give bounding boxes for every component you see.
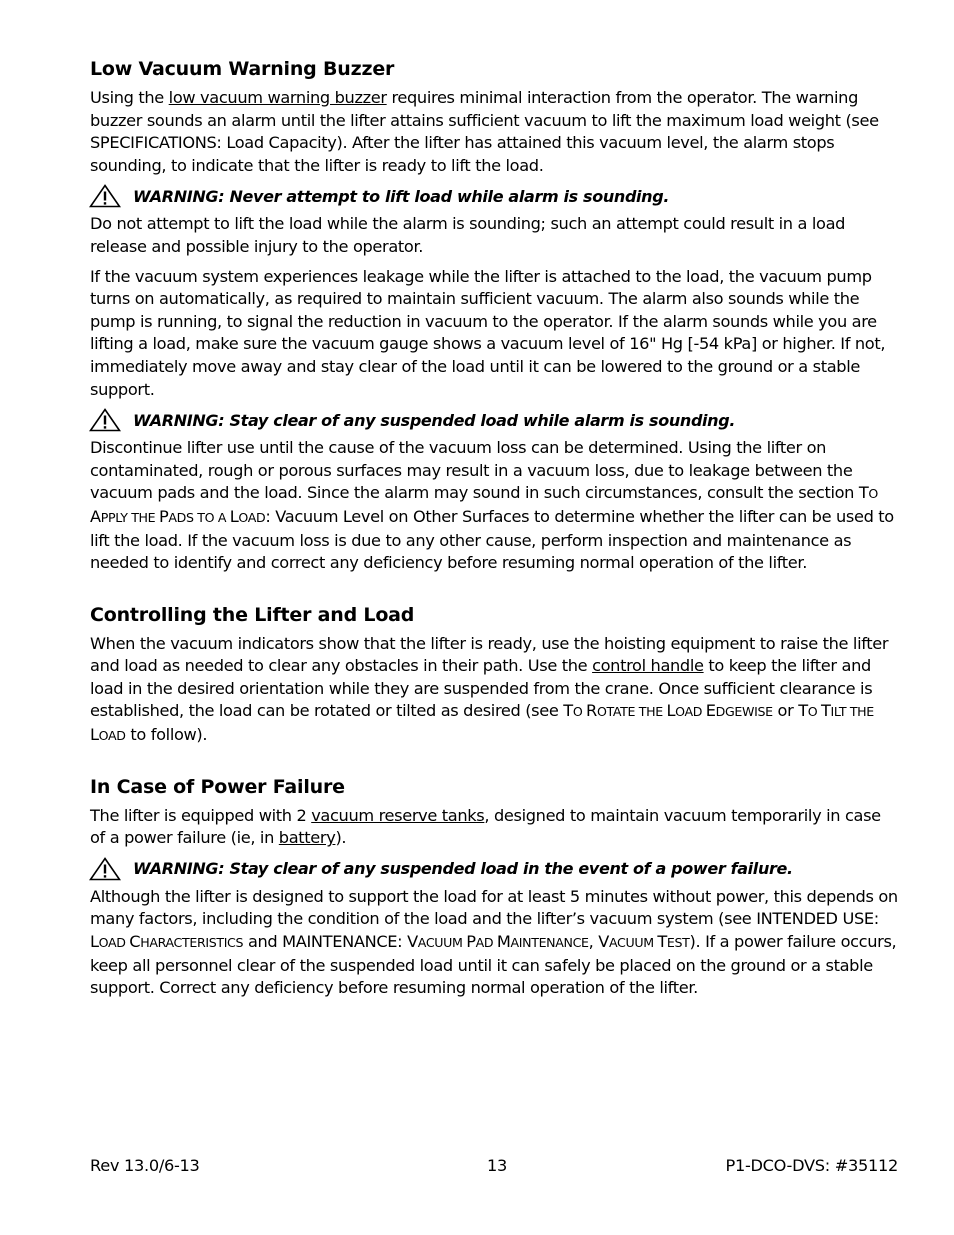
warning-triangle-icon xyxy=(89,857,121,881)
warning-callout xyxy=(90,184,900,208)
section-reference: TO ROTATE THE LOAD EDGEWISE xyxy=(563,701,773,721)
warning-triangle-icon xyxy=(89,184,121,208)
section-heading-power-failure: In Case of Power Failure xyxy=(90,775,345,798)
section-reference: LOAD CHARACTERISTICS xyxy=(90,932,244,952)
link-vacuum-reserve-tanks[interactable]: vacuum reserve tanks xyxy=(311,805,485,825)
page-number: 13 xyxy=(487,1156,507,1175)
warning-callout xyxy=(90,857,900,881)
paragraph: Although the lifter is designed to support the load for at least 5 minutes without power, this depends on many factors, including the condition of the load and the lifter’s vacuum system (see INTENDED USE: LOAD CHARACTERISTICS and MAINTENANCE: VACUUM PAD MAINTENANCE, VACUUM TEST). If a power failure occurs, keep all personnel clear of the suspended load until it can safely be placed on the ground or a stable support. Correct any deficiency before resuming normal operation of the lifter. xyxy=(90,886,898,998)
section-heading-controlling: Controlling the Lifter and Load xyxy=(90,603,415,626)
document-id: P1-DCO-DVS: #35112 xyxy=(725,1156,898,1175)
warning-triangle-icon xyxy=(89,408,121,432)
link-battery[interactable]: battery xyxy=(278,828,336,848)
warning-callout xyxy=(90,408,900,432)
section-reference: VACUUM PAD MAINTENANCE xyxy=(407,932,589,952)
link-control-handle[interactable]: control handle xyxy=(592,656,704,676)
page-footer xyxy=(90,1156,898,1180)
section-heading-low-vacuum: Low Vacuum Warning Buzzer xyxy=(90,58,395,80)
warning-text: WARNING: Stay clear of any suspended load in the event of a power failure. xyxy=(133,859,793,879)
revision-label: Rev 13.0/6-13 xyxy=(90,1156,200,1175)
paragraph: The lifter is equipped with 2 vacuum reserve tanks, designed to maintain vacuum temporarily in case of a power failure (ie, in battery). xyxy=(90,805,881,848)
warning-text: WARNING: Stay clear of any suspended load while alarm is sounding. xyxy=(133,410,736,430)
section-reference: TO APPLY THE PADS TO A LOAD xyxy=(90,483,878,526)
section-reference: TO TILT THE LOAD xyxy=(90,701,874,745)
paragraph: If the vacuum system experiences leakage while the lifter is attached to the load, the vacuum pump turns on automatically, as required to maintain sufficient vacuum. The alarm also sounds while the pump is running, to signal the reduction in vacuum to the operator. If the alarm sounds while you are lifting a load, make sure the vacuum gauge shows a vacuum level of 16" Hg [-54 kPa] or higher. If not, immediately move away and stay clear of the load until it can be lowered to the ground or a stable support. xyxy=(90,266,886,399)
link-low-vacuum-warning-buzzer[interactable]: low vacuum warning buzzer xyxy=(168,88,387,107)
paragraph: Discontinue lifter use until the cause of the vacuum loss can be determined. Using the lifter on contaminated, rough or porous surfaces may result in a vacuum loss, due to leakage between the vacuum pads and the load. Since the alarm may sound in such circumstances, consult the section TO APPLY THE PADS TO A LOAD: Vacuum Level on Other Surfaces to determine whether the lifter can be used to lift the load. If the vacuum loss is due to any other cause, perform inspection and maintenance as needed to identify and correct any deficiency before resuming normal operation of the lifter. xyxy=(90,438,894,573)
paragraph: Do not attempt to lift the load while the alarm is sounding; such an attempt could result in a load release and possible injury to the operator. xyxy=(90,214,846,256)
paragraph: When the vacuum indicators show that the lifter is ready, use the hoisting equipment to raise the lifter and load as needed to clear any obstacles in their path. Use the control handle to keep the lifter and load in the desired orientation while they are suspended from the crane. Once sufficient clearance is established, the load can be rotated or tilted as desired (see TO ROTATE THE LOAD EDGEWISE or TO TILT THE LOAD to follow). xyxy=(90,633,889,745)
paragraph: Using the low vacuum warning buzzer requires minimal interaction from the operator. The warning buzzer sounds an alarm until the lifter attains sufficient vacuum to lift the maximum load weight (see SPECIFICATIONS: Load Capacity). After the lifter has attained this vacuum level, the alarm stops sounding, to indicate that the lifter is ready to lift the load. xyxy=(90,88,879,175)
warning-text: WARNING: Never attempt to lift load while alarm is sounding. xyxy=(133,186,670,206)
section-reference: VACUUM TEST xyxy=(598,932,690,952)
page-content xyxy=(90,56,900,1007)
